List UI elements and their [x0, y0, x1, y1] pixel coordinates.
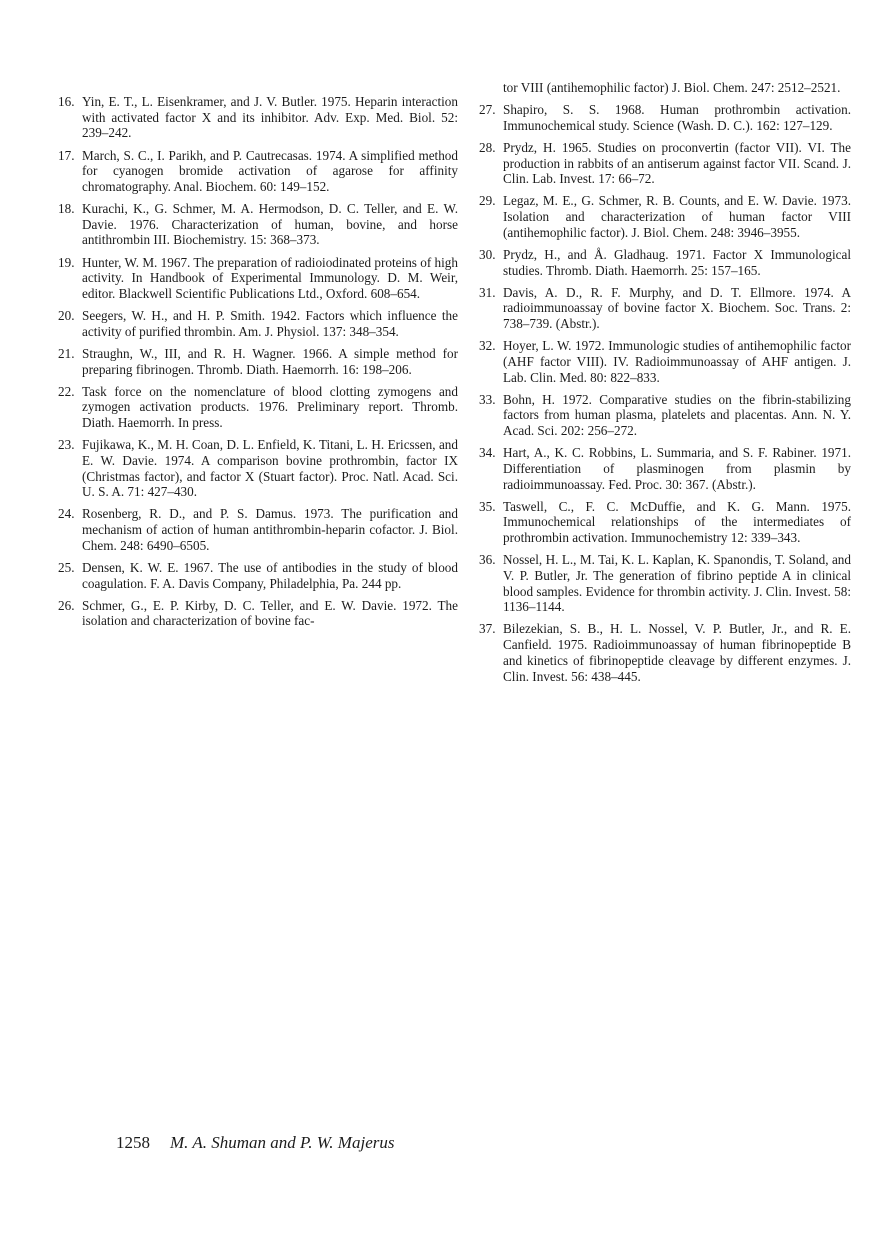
page-footer [116, 1133, 394, 1153]
running-authors: M. A. Shuman and P. W. Majerus [170, 1133, 395, 1152]
reference-text: Legaz, M. E., G. Schmer, R. B. Counts, and E. W. Davie. 1973. Isolation and characterization of human factor VIII (antihemophilic factor). J. Biol. Chem. 248: 3946–3955. [503, 193, 851, 240]
reference-text: Seegers, W. H., and H. P. Smith. 1942. Factors which influence the activity of purified thrombin. Am. J. Physiol. 137: 348–354. [82, 308, 458, 339]
reference-text: Hart, A., K. C. Robbins, L. Summaria, and S. F. Rabiner. 1971. Differentiation of plasminogen from plasmin by radioimmunoassay. Fed. Proc. 30: 367. (Abstr.). [503, 445, 851, 492]
reference-number: 30. [479, 246, 496, 262]
reference-text: Taswell, C., F. C. McDuffie, and K. G. Mann. 1975. Immunochemical relationships of the intermediates of prothrombin activation. Immunochemistry 12: 339–343. [503, 498, 851, 546]
reference-item [479, 285, 851, 332]
reference-text: Davis, A. D., R. F. Murphy, and D. T. Ellmore. 1974. A radioimmunoassay of bovine factor X. Biochem. Soc. Trans. 2: 738–739. (Abstr.). [503, 284, 851, 332]
reference-number: 31. [479, 284, 496, 300]
reference-item [58, 255, 458, 302]
reference-number: 37. [479, 621, 496, 637]
reference-item [58, 346, 458, 377]
reference-number: 25. [58, 559, 75, 575]
reference-item [58, 201, 458, 248]
reference-item [58, 148, 458, 195]
reference-number: 32. [479, 338, 496, 354]
reference-item [58, 506, 458, 553]
reference-item [479, 392, 851, 439]
reference-text: Prydz, H., and Å. Gladhaug. 1971. Factor X Immunological studies. Thromb. Diath. Haemorrh. 25: 157–165. [503, 246, 851, 278]
reference-item [479, 621, 851, 684]
reference-number: 24. [58, 506, 75, 522]
reference-number: 28. [479, 139, 496, 155]
reference-item [58, 94, 458, 141]
reference-number: 22. [58, 383, 75, 399]
reference-item [479, 102, 851, 133]
reference-item [58, 437, 458, 500]
reference-item [479, 552, 851, 615]
reference-item [479, 338, 851, 385]
reference-text: Hunter, W. M. 1967. The preparation of radioiodinated proteins of high activity. In Handbook of Experimental Immunology. D. M. Weir, editor. Blackwell Scientific Publications Ltd., Oxford. 608–654. [82, 254, 458, 301]
reference-number: 33. [479, 391, 496, 407]
reference-text: Task force on the nomenclature of blood clotting zymogens and zymogen activation products. 1976. Preliminary report. Thromb. Diath. Haemorrh. In press. [82, 383, 458, 430]
reference-number: 20. [58, 308, 75, 323]
reference-item [58, 384, 458, 431]
reference-number: 27. [479, 102, 496, 118]
reference-text: Schmer, G., E. P. Kirby, D. C. Teller, and E. W. Davie. 1972. The isolation and characterization of bovine fac- [82, 597, 458, 629]
reference-text: Densen, K. W. E. 1967. The use of antibodies in the study of blood coagulation. F. A. Davis Company, Philadelphia, Pa. 244 pp. [82, 559, 458, 591]
reference-text: Straughn, W., III, and R. H. Wagner. 1966. A simple method for preparing fibrinogen. Thromb. Diath. Haemorrh. 16: 198–206. [82, 345, 458, 377]
reference-number: 26. [58, 597, 75, 613]
reference-item [479, 140, 851, 187]
reference-text: Shapiro, S. S. 1968. Human prothrombin activation. Immunochemical study. Science (Wash. D. C.). 162: 127–129. [503, 102, 851, 133]
references-right-column [479, 80, 851, 691]
reference-item [479, 499, 851, 546]
reference-number: 23. [58, 437, 75, 453]
reference-number: 19. [58, 254, 75, 270]
reference-text: Bohn, H. 1972. Comparative studies on the fibrin-stabilizing factors from human plasma, platelets and placentas. Ann. N. Y. Acad. Sci. 202: 256–272. [503, 391, 851, 439]
references-left-column [58, 94, 458, 635]
reference-item [479, 247, 851, 278]
reference-item [479, 445, 851, 492]
page-number: 1258 [116, 1133, 150, 1152]
reference-number: 35. [479, 498, 496, 514]
reference-item [479, 193, 851, 240]
reference-number: 18. [58, 201, 75, 216]
reference-continuation [479, 80, 851, 96]
reference-item [58, 308, 458, 339]
reference-text: Yin, E. T., L. Eisenkramer, and J. V. Butler. 1975. Heparin interaction with activated factor X and its inhibitor. Adv. Exp. Med. Biol. 52: 239–242. [82, 94, 458, 141]
reference-text: Kurachi, K., G. Schmer, M. A. Hermodson, D. C. Teller, and E. W. Davie. 1976. Characterization of human, bovine, and horse antithrombin III. Biochemistry. 15: 368–373. [82, 201, 458, 248]
reference-text: Rosenberg, R. D., and P. S. Damus. 1973. The purification and mechanism of action of human antithrombin-heparin cofactor. J. Biol. Chem. 248: 6490–6505. [82, 506, 458, 553]
reference-text: Nossel, H. L., M. Tai, K. L. Kaplan, K. Spanondis, T. Soland, and V. P. Butler, Jr. The generation of fibrino peptide A in clinical blood samples. Evidence for thrombin activity. J. Clin. Invest. 58: 1136–1144. [503, 552, 851, 615]
reference-text: Prydz, H. 1965. Studies on proconvertin (factor VII). VI. The production in rabbits of an antiserum against factor VII. Scand. J. Clin. Lab. Invest. 17: 66–72. [503, 139, 851, 187]
reference-number: 16. [58, 94, 75, 109]
reference-number: 21. [58, 345, 75, 361]
reference-number: 29. [479, 193, 496, 209]
reference-text: Bilezekian, S. B., H. L. Nossel, V. P. Butler, Jr., and R. E. Canfield. 1975. Radioimmunoassay of human fibrinopeptide B and kinetics of fibrinopeptide cleavage by different enzymes. J. Clin. Invest. 56: 438–445. [503, 621, 851, 684]
reference-text: March, S. C., I. Parikh, and P. Cautrecasas. 1974. A simplified method for cyanogen bromide activation of agarose for affinity chromatography. Anal. Biochem. 60: 149–152. [82, 147, 458, 194]
reference-text: Hoyer, L. W. 1972. Immunologic studies of antihemophilic factor (AHF factor VIII). IV. Radioimmunoassay of AHF antigen. J. Lab. Clin. Med. 80: 822–833. [503, 338, 851, 385]
reference-text: Fujikawa, K., M. H. Coan, D. L. Enfield, K. Titani, L. H. Ericssen, and E. W. Davie. 1974. A comparison bovine prothrombin, factor IX (Christmas factor), and factor X (Stuart factor). Proc. Natl. Acad. Sci. U. S. A. 71: 427–430. [82, 437, 458, 500]
reference-item [58, 598, 458, 629]
reference-number: 34. [479, 445, 496, 461]
reference-number: 36. [479, 552, 496, 568]
reference-item [58, 560, 458, 591]
reference-number: 17. [58, 147, 75, 163]
reference-text: tor VIII (antihemophilic factor) J. Biol. Chem. 247: 2512–2521. [503, 80, 841, 95]
